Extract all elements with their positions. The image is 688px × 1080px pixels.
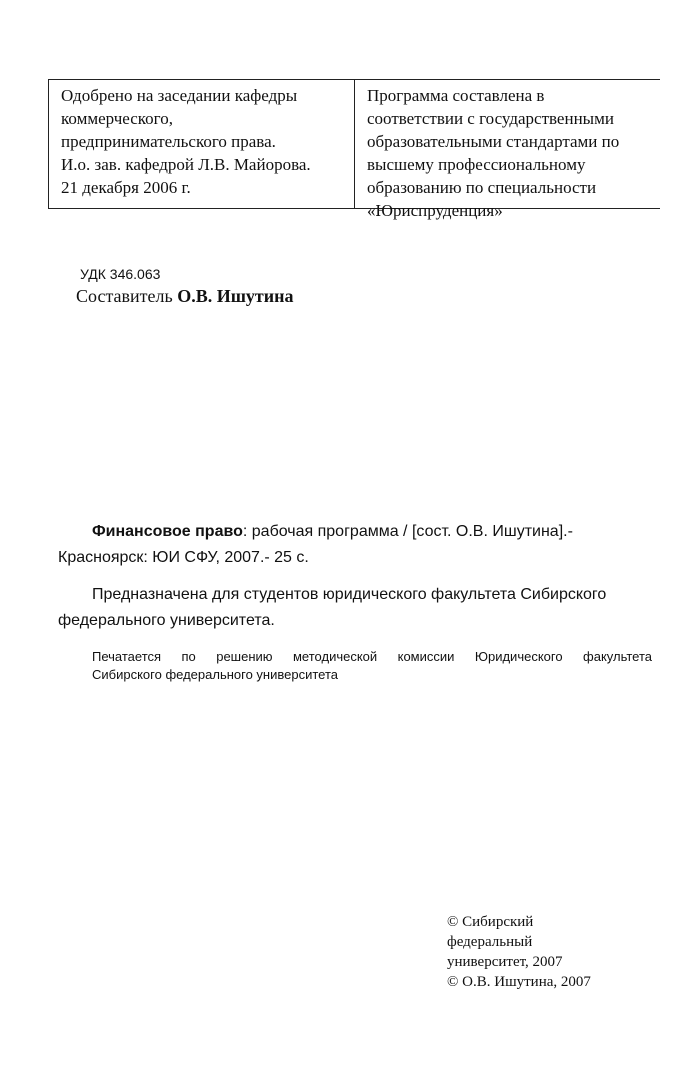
approval-left-line: предпринимательского права. bbox=[61, 132, 276, 151]
compiler-line bbox=[76, 286, 294, 307]
bibliographic-line-1 bbox=[58, 519, 658, 545]
copyright-line: университет, 2007 bbox=[447, 954, 563, 970]
approval-left-line: коммерческого, bbox=[61, 109, 173, 128]
approval-department-cell bbox=[48, 80, 354, 208]
bibliographic-details: : рабочая программа / [сост. О.В. Ишутина].- bbox=[242, 523, 573, 540]
intended-line-2: федерального университета. bbox=[58, 612, 275, 629]
approval-table bbox=[48, 79, 660, 220]
udk-code: УДК 346.063 bbox=[80, 266, 161, 282]
approval-right-line: «Юриспруденция» bbox=[367, 201, 503, 220]
book-title: Финансовое право bbox=[92, 523, 243, 540]
approval-left-line: 21 декабря 2006 г. bbox=[61, 178, 191, 197]
printed-line-1: Печатается по решению методической комиссии Юридического факультета bbox=[92, 649, 652, 664]
intended-line-1: Предназначена для студентов юридического факультета Сибирского bbox=[92, 586, 607, 603]
approval-right-line: Программа составлена в bbox=[367, 86, 545, 105]
copyright-block bbox=[447, 912, 591, 992]
intended-audience bbox=[58, 582, 658, 634]
approval-right-line: высшему профессиональному bbox=[367, 155, 586, 174]
copyright-line: © Сибирский bbox=[447, 914, 534, 930]
printing-authorization bbox=[92, 648, 652, 684]
approval-left-line: И.о. зав. кафедрой Л.В. Майорова. bbox=[61, 155, 311, 174]
approval-right-line: образованию по специальности bbox=[367, 178, 597, 197]
compiler-name: О.В. Ишутина bbox=[177, 286, 294, 306]
printed-line-2: Сибирского федерального университета bbox=[92, 667, 338, 682]
compiler-label: Составитель bbox=[76, 286, 178, 306]
copyright-line: федеральный bbox=[447, 934, 533, 950]
approval-left-line: Одобрено на заседании кафедры bbox=[61, 86, 298, 105]
bibliographic-line-2: Красноярск: ЮИ СФУ, 2007.- 25 с. bbox=[58, 549, 309, 566]
approval-right-line: соответствии с государственными bbox=[367, 109, 614, 128]
copyright-line: © О.В. Ишутина, 2007 bbox=[447, 974, 591, 990]
bibliographic-description bbox=[58, 519, 658, 571]
approval-right-line: образовательными стандартами по bbox=[367, 132, 620, 151]
approval-standards-cell bbox=[354, 80, 660, 220]
